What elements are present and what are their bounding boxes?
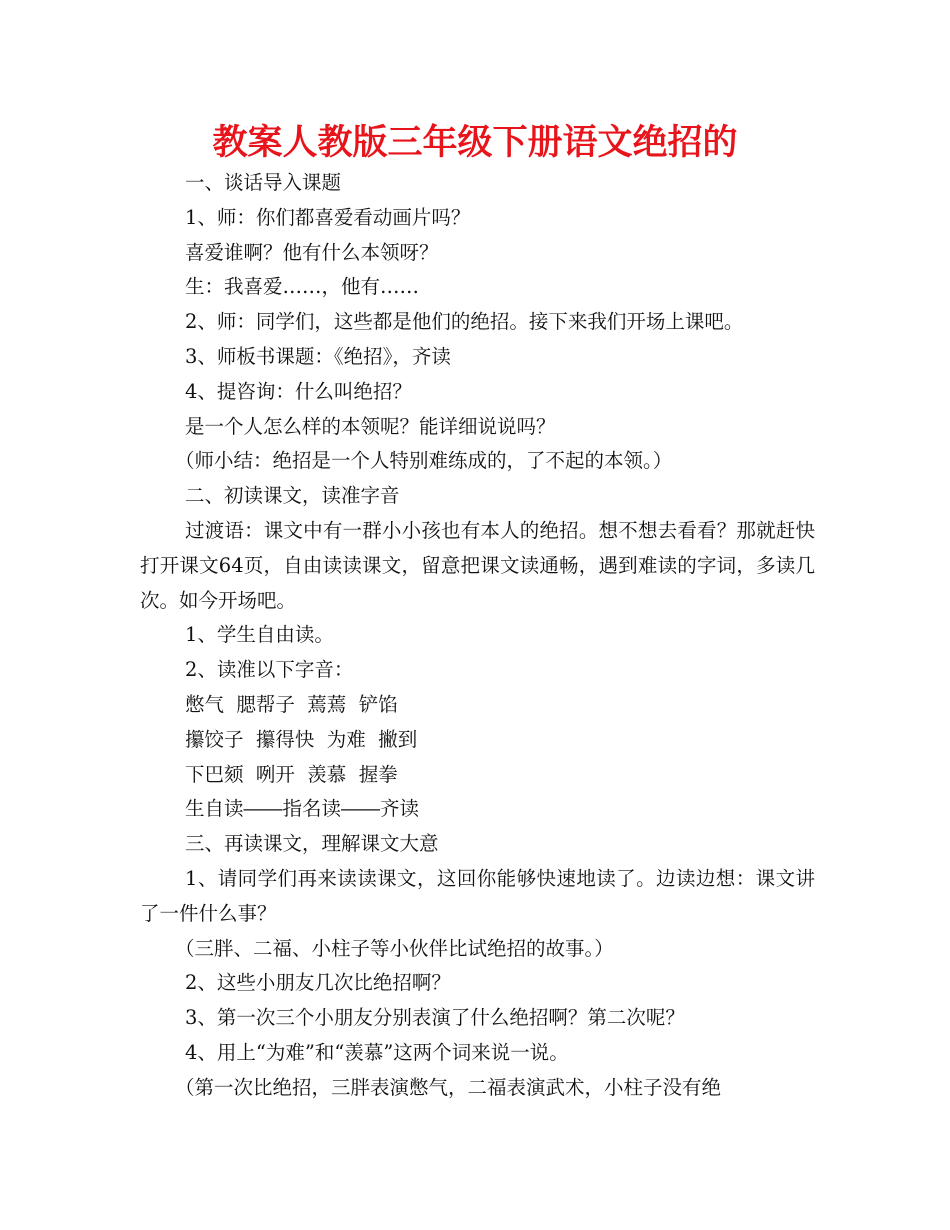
vocab-line: 攥饺子 攥得快 为难 撇到 bbox=[185, 727, 418, 751]
paragraph-block: 1、请同学们再来读读课文，这回你能够快速地读了。边读边想：课文讲了一件什么事？ bbox=[140, 866, 815, 925]
paragraph-line: 1、师：你们都喜爱看动画片吗？ bbox=[185, 205, 471, 229]
paragraph-line: 1、学生自由读。 bbox=[185, 623, 334, 647]
paragraph-line: 生自读――指名读――齐读 bbox=[185, 797, 420, 821]
document-title: 教案人教版三年级下册语文绝招的 bbox=[212, 123, 738, 163]
document-body bbox=[140, 166, 815, 1106]
paragraph-line: 喜爱谁啊？他有什么本领呀？ bbox=[185, 240, 439, 264]
vocab-line: 憋气 腮帮子 蔫蔫 铲馅 bbox=[185, 692, 398, 716]
paragraph-line: 是一个人怎么样的本领呢？能详细说说吗？ bbox=[185, 414, 556, 438]
paragraph-line: 3、师板书课题：《绝招》，齐读 bbox=[185, 344, 451, 368]
paragraph-line: （三胖、二福、小柱子等小伙伴比试绝招的故事。） bbox=[175, 936, 614, 960]
paragraph-line: 2、这些小朋友几次比绝招啊？ bbox=[185, 971, 451, 995]
section-heading-1: 一、谈话导入课题 bbox=[185, 171, 342, 194]
paragraph-line: 3、第一次三个小朋友分别表演了什么绝招啊？第二次呢？ bbox=[185, 1006, 685, 1030]
paragraph-line: 4、提咨询：什么叫绝招？ bbox=[185, 379, 412, 403]
paragraph-line: （师小结：绝招是一个人特别难练成的，了不起的本领。） bbox=[175, 449, 673, 473]
paragraph-block: 过渡语：课文中有一群小小孩也有本人的绝招。想不想去看看？那就赶快打开课文64页，自由读读课文，留意把课文读通畅，遇到难读的字词，多读几次。如今开场吧。 bbox=[140, 518, 815, 612]
paragraph-line: 生：我喜爱……，他有…… bbox=[185, 275, 420, 299]
vocab-line: 下巴颏 咧开 羡慕 握拳 bbox=[185, 762, 398, 786]
paragraph-line: 2、读准以下字音： bbox=[185, 658, 354, 682]
paragraph-line: 4、用上“为难”和“羡慕”这两个词来说一说。 bbox=[185, 1040, 569, 1064]
section-heading-2: 二、初读课文，读准字音 bbox=[185, 484, 400, 508]
section-heading-3: 三、再读课文，理解课文大意 bbox=[185, 832, 439, 856]
paragraph-line: （第一次比绝招，三胖表演憋气，二福表演武术，小柱子没有绝 bbox=[175, 1075, 722, 1099]
paragraph-line: 2、师：同学们，这些都是他们的绝招。接下来我们开场上课吧。 bbox=[185, 310, 744, 334]
